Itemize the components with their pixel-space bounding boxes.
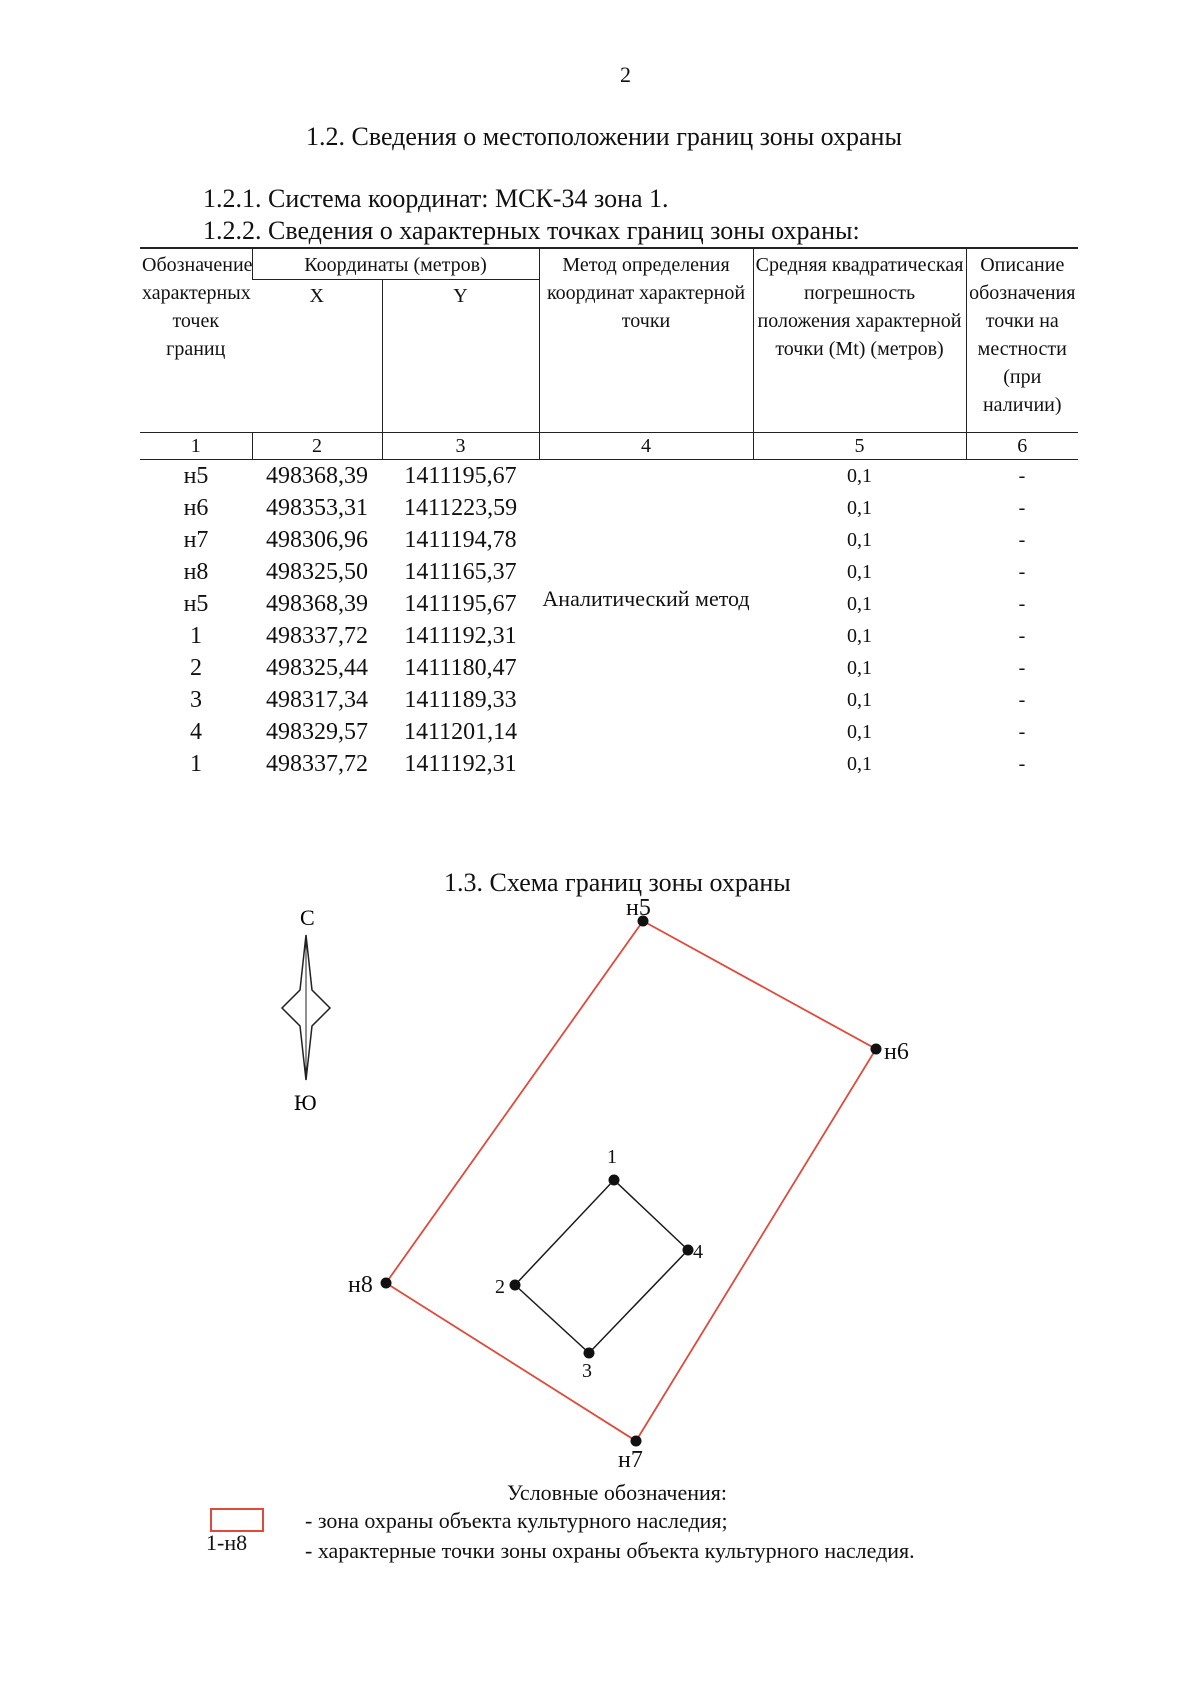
description-cell: - (1018, 689, 1026, 711)
error-cell: 0,1 (847, 689, 873, 711)
point-marker-2 (510, 1280, 521, 1291)
compass-south-label: Ю (294, 1090, 317, 1115)
section-heading-1-2: 1.2. Сведения о местоположении границ зоны охраны (306, 122, 902, 151)
section-heading-1-3: 1.3. Схема границ зоны охраны (444, 868, 791, 897)
point-marker-4 (683, 1245, 694, 1256)
error-cell: 0,1 (847, 465, 873, 487)
column-number: 3 (382, 433, 539, 460)
x-coordinate-cell: 498337,72 (266, 623, 368, 649)
point-marker-n7 (631, 1436, 642, 1447)
header-description: Описание обозначения точки на местности (при наличии) (966, 248, 1078, 433)
zone-boundary-polygon (386, 921, 876, 1441)
compass-north-label: С (300, 905, 315, 930)
description-cell: - (1018, 529, 1026, 551)
point-marker-n8 (381, 1278, 392, 1289)
point-label-n7: н7 (618, 1447, 643, 1473)
header-method: Метод определения координат характерной точки (539, 248, 753, 433)
point-marker-3 (584, 1348, 595, 1359)
x-coordinate-cell: 498325,44 (266, 655, 368, 681)
x-coordinate-cell: 498353,31 (266, 495, 368, 521)
point-name-cell: 4 (190, 719, 202, 745)
error-cell: 0,1 (847, 497, 873, 519)
point-name-cell: н6 (183, 495, 209, 521)
x-coordinate-cell: 498325,50 (266, 559, 368, 585)
description-cell: - (1018, 721, 1026, 743)
error-cell: 0,1 (847, 593, 873, 615)
header-point: Обозначение характерных точек границ (140, 248, 252, 433)
legend-zone-swatch (210, 1508, 264, 1532)
compass-arrow-icon (282, 935, 330, 1080)
y-coordinate-cell: 1411201,14 (403, 719, 518, 745)
error-cell: 0,1 (847, 625, 873, 647)
description-cell: - (1018, 561, 1026, 583)
description-cell: - (1018, 753, 1026, 775)
point-label-1: 1 (607, 1146, 617, 1168)
x-coordinate-cell: 498368,39 (266, 463, 368, 489)
header-coordinates: Координаты (метров) (252, 248, 539, 280)
x-coordinate-cell: 498306,96 (266, 527, 368, 553)
error-cell: 0,1 (847, 721, 873, 743)
point-name-cell: 2 (190, 655, 202, 681)
y-coordinate-cell: 1411192,31 (404, 623, 517, 649)
object-contour-polygon (515, 1180, 688, 1353)
legend-title: Условные обозначения: (507, 1480, 728, 1505)
point-label-n8: н8 (348, 1272, 373, 1298)
column-number: 6 (966, 433, 1078, 460)
x-coordinate-cell: 498368,39 (266, 591, 368, 617)
y-coordinate-cell: 1411189,33 (404, 687, 517, 713)
column-number: 4 (539, 433, 753, 460)
error-cell: 0,1 (847, 529, 873, 551)
y-coordinate-cell: 1411195,67 (404, 463, 517, 489)
error-cell: 0,1 (847, 657, 873, 679)
coordinate-system-line: 1.2.1. Система координат: МСК-34 зона 1. (203, 184, 669, 213)
y-coordinate-cell: 1411192,31 (404, 751, 517, 777)
error-cell: 0,1 (847, 753, 873, 775)
point-label-n5: н5 (626, 895, 651, 921)
column-number: 1 (140, 433, 252, 460)
points-info-line: 1.2.2. Сведения о характерных точках границ зоны охраны: (203, 216, 860, 245)
point-marker-n6 (871, 1044, 882, 1055)
description-cell: - (1018, 625, 1026, 647)
y-coordinate-cell: 1411180,47 (404, 655, 517, 681)
header-error: Средняя квадратическая погрешность положения характерной точки (Mt) (метров) (753, 248, 966, 433)
legend-zone-text: - зона охраны объекта культурного наследия; (305, 1508, 728, 1533)
x-coordinate-cell: 498317,34 (266, 687, 368, 713)
error-cell: 0,1 (847, 561, 873, 583)
description-cell: - (1018, 497, 1026, 519)
y-coordinate-cell: 1411194,78 (404, 527, 517, 553)
description-cell: - (1018, 465, 1026, 487)
column-number: 2 (252, 433, 382, 460)
point-name-cell: н7 (183, 527, 209, 553)
header-x: X (309, 285, 324, 307)
y-coordinate-cell: 1411223,59 (403, 495, 518, 521)
x-coordinate-cell: 498329,57 (266, 719, 368, 745)
point-name-cell: 3 (190, 687, 202, 713)
y-coordinate-cell: 1411195,67 (404, 591, 517, 617)
header-y: Y (382, 280, 539, 433)
legend-points-text: - характерные точки зоны охраны объекта культурного наследия. (305, 1538, 915, 1563)
point-marker-1 (609, 1175, 620, 1186)
point-name-cell: н8 (183, 559, 209, 585)
point-label-2: 2 (495, 1276, 505, 1298)
x-coordinate-cell: 498337,72 (266, 751, 368, 777)
page-number: 2 (620, 62, 631, 87)
point-label-4: 4 (693, 1241, 703, 1263)
description-cell: - (1018, 657, 1026, 679)
legend-points-label: 1-н8 (206, 1530, 248, 1555)
description-cell: - (1018, 593, 1026, 615)
point-name-cell: н5 (183, 463, 209, 489)
point-name-cell: 1 (190, 623, 202, 649)
y-coordinate-cell: 1411165,37 (404, 559, 517, 585)
method-cell: Аналитический метод (542, 586, 750, 611)
point-name-cell: 1 (190, 751, 202, 777)
point-name-cell: н5 (183, 591, 209, 617)
point-label-n6: н6 (884, 1039, 909, 1065)
point-label-3: 3 (582, 1360, 592, 1382)
column-number: 5 (753, 433, 966, 460)
